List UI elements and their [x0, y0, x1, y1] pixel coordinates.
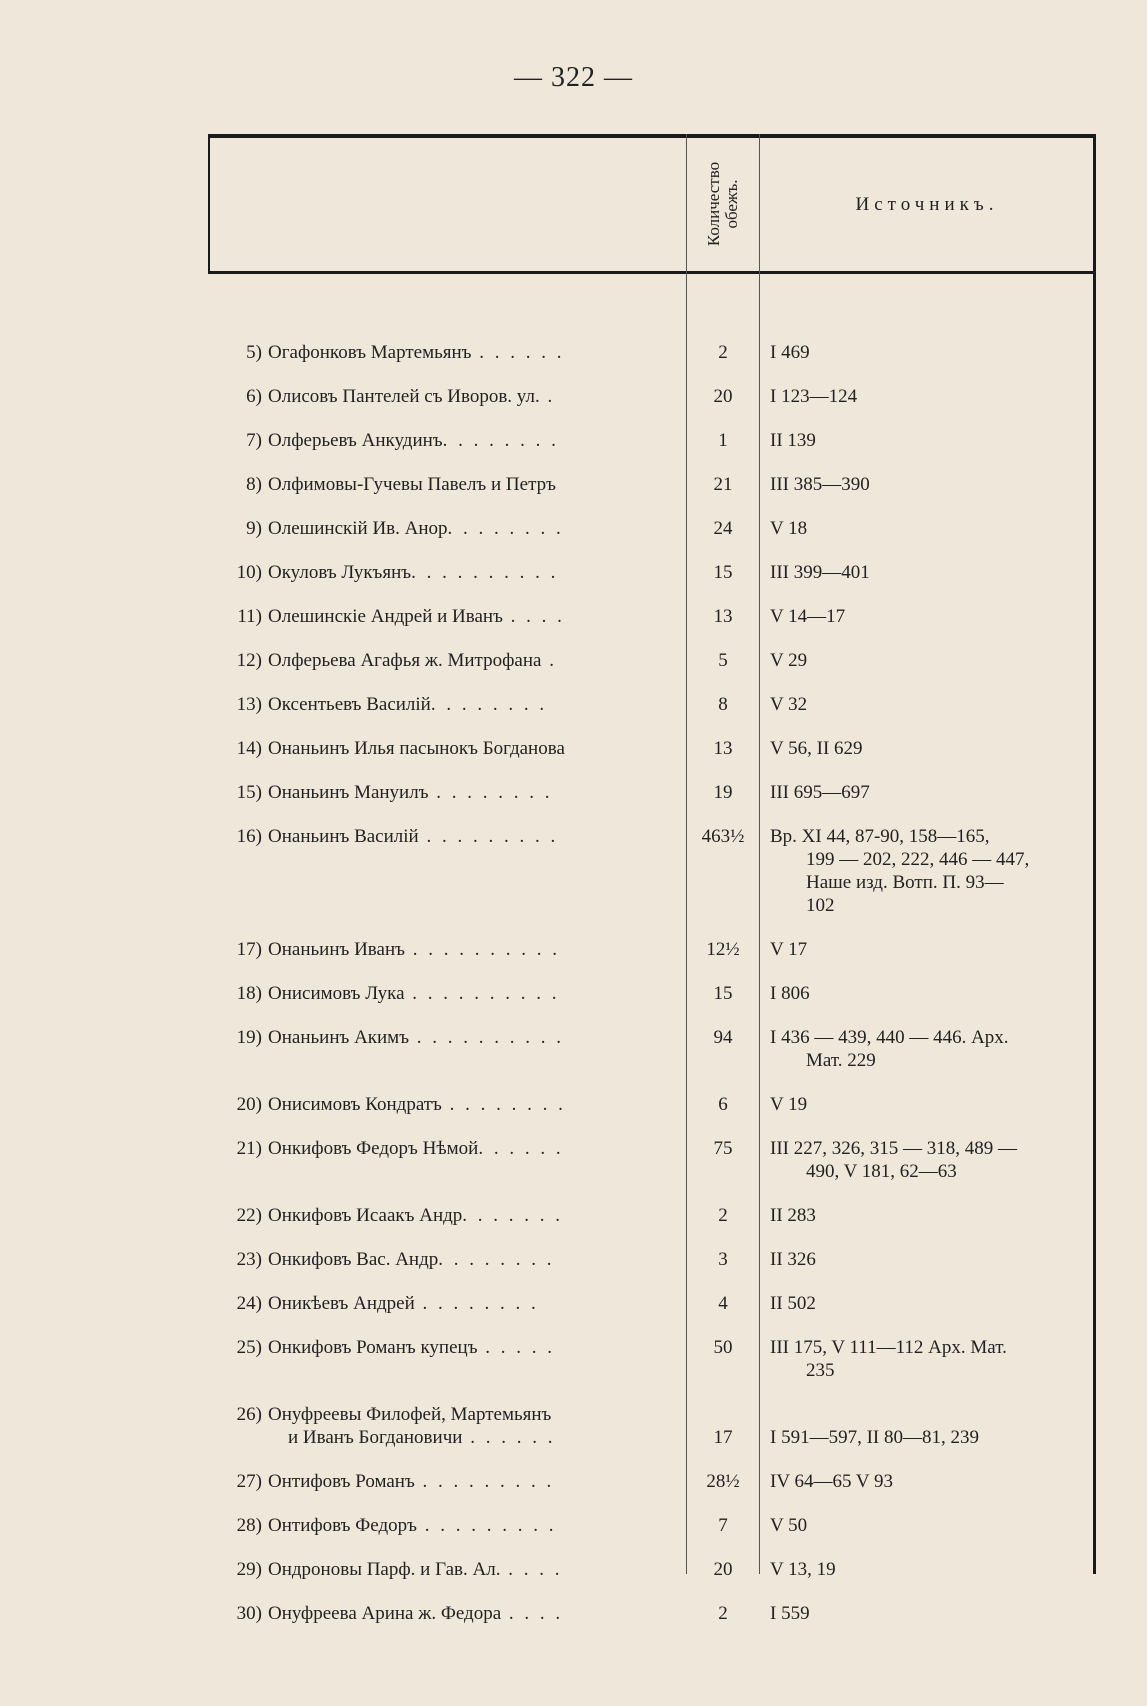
- entry-name: [208, 1558, 680, 1581]
- entry-source: [770, 605, 1090, 628]
- leader-dots: . . . .: [500, 1559, 563, 1580]
- entry-name: [208, 561, 680, 584]
- entry-source: [770, 1292, 1090, 1315]
- entry-name-text: Олешинскіе Андрей и Иванъ: [268, 606, 503, 627]
- leader-dots: . . . . . . . .: [430, 694, 548, 715]
- entry-source-line: I 591—597, II 80—81, 239: [770, 1427, 979, 1448]
- entry-source-line: I 123—124: [770, 386, 858, 407]
- entry-number: 14): [236, 738, 262, 759]
- entry-number: 30): [236, 1603, 262, 1624]
- entry-count: 15: [713, 983, 733, 1004]
- entry-name-text: Оникѣевъ Андрей: [268, 1293, 415, 1314]
- entry-number: 9): [246, 518, 262, 539]
- entry-name: [208, 517, 680, 540]
- entry-source: [770, 1514, 1090, 1537]
- leader-dots: . . . . . . . . . .: [404, 983, 560, 1004]
- entry-number: 12): [236, 650, 262, 671]
- entry-number: 22): [236, 1205, 262, 1226]
- entry-name: [208, 1403, 680, 1449]
- entry-number: 28): [236, 1515, 262, 1536]
- entry-name-text: Онаньинъ Мануилъ: [268, 782, 429, 803]
- entry-source-line: V 13, 19: [770, 1559, 836, 1580]
- entry-name: [208, 1602, 680, 1625]
- entry-source-line: III 227, 326, 315 — 318, 489 —: [770, 1138, 1017, 1159]
- entry-number: 18): [236, 983, 262, 1004]
- leader-dots: . . . . . . . .: [442, 430, 559, 451]
- entry-name-line2: [208, 1426, 680, 1449]
- entry-name: [208, 825, 680, 848]
- leader-dots: . . . . . . .: [462, 1205, 564, 1226]
- entry-source: [770, 1026, 1090, 1072]
- entry-source-line: V 14—17: [770, 606, 846, 627]
- entry-source: [770, 517, 1090, 540]
- entry-count: 15: [713, 562, 733, 583]
- entry-count: 75: [713, 1138, 733, 1159]
- entry-source: [770, 1204, 1090, 1227]
- entry-number: 13): [236, 694, 262, 715]
- entry-source: [770, 1093, 1090, 1116]
- entry-count: 50: [713, 1337, 733, 1358]
- entry-name-text: Олфимовы-Гучевы Павелъ и Петръ: [268, 474, 556, 495]
- entry-number: 6): [246, 386, 262, 407]
- entry-name-text: Онаньинъ Василій: [268, 826, 419, 847]
- entry-source-line: 490, V 181, 62—63: [806, 1161, 957, 1182]
- entry-source-line: 235: [806, 1360, 835, 1381]
- entry-source-line: III 695—697: [770, 782, 870, 803]
- entry-name-text: Онкифовъ Вас. Андр: [268, 1249, 439, 1270]
- entry-count: 463½: [701, 826, 745, 847]
- entry-source-line: II 139: [770, 430, 816, 451]
- entry-name: [208, 1514, 680, 1537]
- entry-name: [208, 1292, 680, 1315]
- entry-count: 2: [718, 1603, 728, 1624]
- entry-name-text: Олферьевъ Анкудинъ: [268, 430, 443, 451]
- entry-name: [208, 385, 680, 408]
- page-number: — 322 —: [514, 62, 633, 93]
- entry-source: [770, 649, 1090, 672]
- entry-source-line: 102: [806, 895, 835, 916]
- column-separator-source: [759, 134, 760, 1574]
- entry-source: [770, 1426, 1090, 1449]
- leader-dots: . . . . . . . . .: [418, 826, 559, 847]
- leader-dots: . . . . . . . .: [438, 1249, 555, 1270]
- entry-number: 10): [236, 562, 262, 583]
- entry-source-line: Вр. XI 44, 87-90, 158—165,: [770, 826, 990, 847]
- entry-number: 19): [236, 1027, 262, 1048]
- entry-count: 20: [713, 386, 733, 407]
- entry-name: [208, 1137, 680, 1160]
- header-source: Источникъ.: [855, 194, 999, 215]
- entry-source: [770, 938, 1090, 961]
- leader-dots: . . . . . . . . .: [414, 1471, 555, 1492]
- leader-dots: . . . .: [501, 1603, 564, 1624]
- header-count: [688, 138, 758, 270]
- entry-name-text: Ондроновы Парф. и Гав. Ал.: [268, 1559, 501, 1580]
- entry-name-text: Онисимовъ Кондратъ: [268, 1094, 442, 1115]
- entry-name-text: Онкифовъ Исаакъ Андр: [268, 1205, 463, 1226]
- entry-name-text: Онуфреевы Филофей, Мартемьянъ: [268, 1404, 552, 1425]
- entry-number: 8): [246, 474, 262, 495]
- entry-source: [770, 429, 1090, 452]
- entry-source: [770, 561, 1090, 584]
- entry-number: 5): [246, 342, 262, 363]
- entry-name-text: Онтифовъ Романъ: [268, 1471, 415, 1492]
- entry-number: 24): [236, 1293, 262, 1314]
- entry-count: 12½: [706, 939, 740, 960]
- entry-number: 20): [236, 1094, 262, 1115]
- entry-name: [208, 781, 680, 804]
- entry-name: [208, 605, 680, 628]
- entry-name-text-line2: и Иванъ Богдановичи: [288, 1427, 463, 1448]
- entry-count: 1: [718, 430, 728, 451]
- entry-source-line: I 436 — 439, 440 — 446. Арх.: [770, 1027, 1009, 1048]
- entry-source-line: II 326: [770, 1249, 816, 1270]
- entry-source-line: II 283: [770, 1205, 816, 1226]
- entry-count: 2: [718, 342, 728, 363]
- entry-name-text: Онаньинъ Иванъ: [268, 939, 405, 960]
- column-separator-count: [686, 134, 687, 1574]
- entry-source: [770, 1137, 1090, 1183]
- entry-source-line: V 19: [770, 1094, 808, 1115]
- entry-name-text: Олисовъ Пантелей съ Иворов. ул.: [268, 386, 540, 407]
- entry-name: [208, 1093, 680, 1116]
- leader-dots: . . . . . . . .: [428, 782, 553, 803]
- entry-count: 5: [718, 650, 728, 671]
- entry-name-text: Окуловъ Лукъянъ: [268, 562, 412, 583]
- entry-source-line: V 17: [770, 939, 808, 960]
- entry-name-text: Онаньинъ Акимъ: [268, 1027, 410, 1048]
- entry-number: 16): [236, 826, 262, 847]
- table-right-rule: [1093, 134, 1096, 1574]
- entry-name-text: Оксентьевъ Василій: [268, 694, 431, 715]
- leader-dots: . . . . . . . .: [414, 1293, 539, 1314]
- entry-count: 28½: [706, 1471, 740, 1492]
- entry-source-line: I 806: [770, 983, 810, 1004]
- entry-source: [770, 781, 1090, 804]
- leader-dots: .: [541, 650, 557, 671]
- entry-source: [770, 1248, 1090, 1271]
- entry-name-text: Онкифовъ Федоръ Нѣмой: [268, 1138, 479, 1159]
- leader-dots: . . . . . .: [462, 1427, 556, 1448]
- entry-number: 26): [236, 1404, 262, 1425]
- header-count-line2: обежъ.: [722, 179, 742, 229]
- leader-dots: . . . . . . . .: [441, 1094, 566, 1115]
- entry-source: [770, 825, 1090, 917]
- entry-name-text: Огафонковъ Мартемьянъ: [268, 342, 472, 363]
- leader-dots: . . . . . . . . . .: [404, 939, 560, 960]
- entry-number: 11): [237, 606, 262, 627]
- leader-dots: . . . . . . . . . .: [411, 562, 559, 583]
- entry-source-line: II 502: [770, 1293, 816, 1314]
- entry-count: 17: [713, 1427, 733, 1448]
- entry-source-line: 199 — 202, 222, 446 — 447,: [806, 849, 1030, 870]
- leader-dots: . . . . . . . . .: [416, 1515, 557, 1536]
- entry-name: [208, 473, 680, 496]
- entry-count: 94: [713, 1027, 733, 1048]
- entry-name-text: Онисимовъ Лука: [268, 983, 405, 1004]
- header-count-line1: Количество: [704, 161, 724, 247]
- entry-name: [208, 1470, 680, 1493]
- entry-name-text: Онтифовъ Федоръ: [268, 1515, 417, 1536]
- entry-count: 21: [713, 474, 733, 495]
- entry-name: [208, 737, 680, 760]
- entry-count: 4: [718, 1293, 728, 1314]
- entry-source-line: Мат. 229: [806, 1050, 876, 1071]
- leader-dots: . . . . . .: [478, 1138, 564, 1159]
- entry-name: [208, 1204, 680, 1227]
- entry-count: 13: [713, 606, 733, 627]
- entry-source: [770, 737, 1090, 760]
- table-header-rule: [208, 271, 1096, 274]
- entry-count: 6: [718, 1094, 728, 1115]
- entry-number: 15): [236, 782, 262, 803]
- entry-source-line: V 50: [770, 1515, 808, 1536]
- table-left-rule: [208, 134, 210, 274]
- entry-source-line: I 469: [770, 342, 810, 363]
- entry-source-line: V 32: [770, 694, 808, 715]
- entry-count: 13: [713, 738, 733, 759]
- entry-source: [770, 341, 1090, 364]
- entry-source: [770, 473, 1090, 496]
- entry-number: 27): [236, 1471, 262, 1492]
- entry-source: [770, 1602, 1090, 1625]
- entry-count: 2: [718, 1205, 728, 1226]
- entry-source-line: Наше изд. Вотп. П. 93—: [806, 872, 1004, 893]
- entry-name: [208, 1248, 680, 1271]
- entry-name: [208, 693, 680, 716]
- entry-name: [208, 429, 680, 452]
- entry-count: 24: [713, 518, 733, 539]
- leader-dots: . . . . . . . .: [447, 518, 564, 539]
- entry-name: [208, 1336, 680, 1359]
- entry-name-text: Олферьева Агафья ж. Митрофана: [268, 650, 542, 671]
- leader-dots: . . . . .: [477, 1337, 556, 1358]
- leader-dots: .: [539, 386, 556, 407]
- entry-name: [208, 938, 680, 961]
- entry-source-line: V 18: [770, 518, 808, 539]
- entry-source-line: I 559: [770, 1603, 810, 1624]
- entry-name: [208, 1026, 680, 1049]
- entry-source-line: III 385—390: [770, 474, 870, 495]
- entry-source-line: III 399—401: [770, 562, 870, 583]
- entry-source: [770, 1558, 1090, 1581]
- entry-source: [770, 982, 1090, 1005]
- entry-count: 8: [718, 694, 728, 715]
- leader-dots: . . . . . .: [471, 342, 565, 363]
- entry-number: 23): [236, 1249, 262, 1270]
- entry-name: [208, 982, 680, 1005]
- entry-source-line: V 56, II 629: [770, 738, 863, 759]
- leader-dots: . . . . . . . . . .: [409, 1027, 565, 1048]
- entry-source: [770, 693, 1090, 716]
- entry-number: 21): [236, 1138, 262, 1159]
- entry-count: 20: [713, 1559, 733, 1580]
- entry-name-text: Олешинскій Ив. Анор: [268, 518, 448, 539]
- entry-number: 29): [236, 1559, 262, 1580]
- entry-number: 17): [236, 939, 262, 960]
- entry-source: [770, 1336, 1090, 1382]
- entry-name: [208, 649, 680, 672]
- entry-name-text: Онкифовъ Романъ купецъ: [268, 1337, 478, 1358]
- entry-source-line: III 175, V 111—112 Арх. Мат.: [770, 1337, 1007, 1358]
- entry-name: [208, 341, 680, 364]
- entry-source-line: IV 64—65 V 93: [770, 1471, 893, 1492]
- entry-count: 7: [718, 1515, 728, 1536]
- entry-source: [770, 385, 1090, 408]
- entry-name-text: Онуфреева Арина ж. Федора: [268, 1603, 502, 1624]
- entry-count: 19: [713, 782, 733, 803]
- entry-count: 3: [718, 1249, 728, 1270]
- entry-source: [770, 1470, 1090, 1493]
- entry-name-text: Онаньинъ Илья пасынокъ Богданова: [268, 738, 565, 759]
- leader-dots: . . . .: [502, 606, 565, 627]
- entry-source-line: V 29: [770, 650, 808, 671]
- entry-number: 7): [246, 430, 262, 451]
- entry-number: 25): [236, 1337, 262, 1358]
- table-top-rule: [208, 134, 1096, 138]
